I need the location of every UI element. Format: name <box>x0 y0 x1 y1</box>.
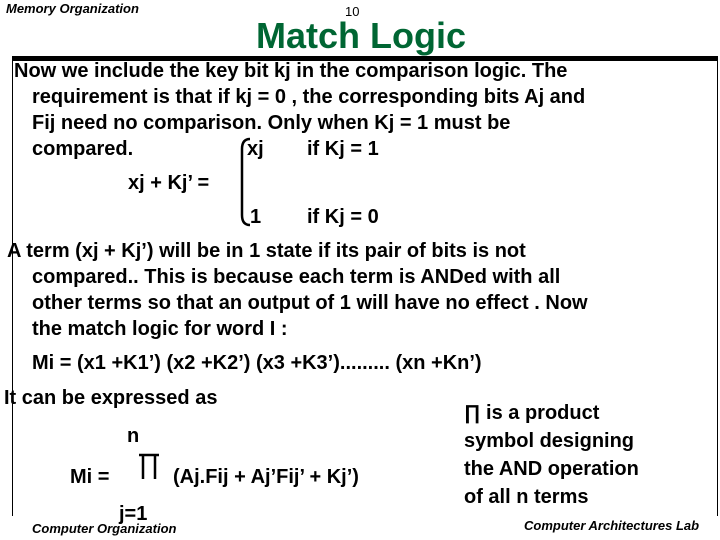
mi-expanded-formula: Mi = (x1 +K1’) (x2 +K2’) (x3 +K3’)......... (xn +Kn’) <box>32 352 482 374</box>
paragraph2-line3: other terms so that an output of 1 will have no effect . Now <box>32 292 588 314</box>
product-lower-limit: j=1 <box>119 503 148 525</box>
product-symbol-icon <box>137 453 161 479</box>
expressed-as-text: It can be expressed as <box>4 387 218 409</box>
paragraph2-line1: A term (xj + Kj’) will be in 1 state if its pair of bits is not <box>7 240 526 262</box>
slide-title: Match Logic <box>256 15 467 56</box>
equation-case1-value: xj <box>247 138 264 160</box>
paragraph1-line4: compared. <box>32 138 134 160</box>
footer-left: Computer Organization <box>32 521 177 536</box>
note-line3: the AND operation <box>464 458 639 480</box>
paragraph1-line1: Now we include the key bit kj in the comparison logic. The <box>14 60 568 82</box>
paragraph2-line2: compared.. This is because each term is ANDed with all <box>32 266 561 288</box>
page-number: 10 <box>345 4 360 19</box>
equation-case2-condition: if Kj = 0 <box>307 206 379 228</box>
equation-case1-condition: if Kj = 1 <box>307 138 379 160</box>
paragraph1-line2: requirement is that if kj = 0 , the corresponding bits Aj and <box>32 86 586 108</box>
equation-case2-value: 1 <box>250 206 262 228</box>
footer-right: Computer Architectures Lab <box>524 518 700 533</box>
header-course-title: Memory Organization <box>6 1 139 16</box>
note-line2: symbol designing <box>464 430 635 452</box>
note-line4: of all n terms <box>464 486 589 508</box>
paragraph1-line3: Fij need no comparison. Only when Kj = 1 must be <box>32 112 511 134</box>
product-lhs: Mi = <box>70 466 110 488</box>
note-line1: ∏ is a product <box>464 402 600 424</box>
paragraph2-line4: the match logic for word I : <box>32 318 288 340</box>
product-upper-limit: n <box>127 425 140 447</box>
equation-lhs: xj + Kj’ = <box>128 172 210 194</box>
product-term: (Aj.Fij + Aj’Fij’ + Kj’) <box>173 466 359 488</box>
